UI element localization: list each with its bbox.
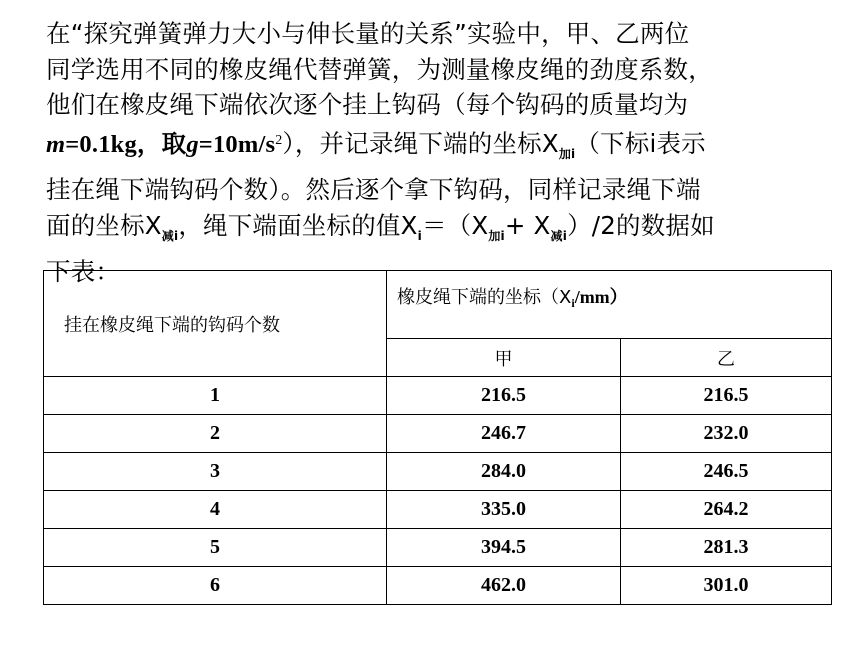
- cell-yi: 232.0: [621, 415, 832, 453]
- cell-jia: 394.5: [387, 529, 621, 567]
- exponent: 2: [275, 132, 283, 148]
- subscript-sub-2: 减i: [550, 228, 568, 243]
- cell-count: 4: [44, 491, 387, 529]
- header-coordinate-sub: i: [571, 296, 575, 310]
- text-line-6-a: 面的坐标X: [46, 210, 162, 240]
- cell-yi: 301.0: [621, 567, 832, 605]
- cell-yi: 264.2: [621, 491, 832, 529]
- text-line-6-b: ，绳下端面坐标的值X: [178, 210, 418, 240]
- table-row: [44, 529, 832, 567]
- table-row: [44, 491, 832, 529]
- cell-jia: 462.0: [387, 567, 621, 605]
- cell-jia: 246.7: [387, 415, 621, 453]
- cell-yi: 281.3: [621, 529, 832, 567]
- cell-jia: 284.0: [387, 453, 621, 491]
- text-line-1: 在“探究弹簧弹力大小与伸长量的关系”实验中，甲、乙两位: [46, 19, 690, 48]
- text-line-4-end: （下标i表示: [575, 128, 706, 158]
- mass-value: =0.1kg，取: [65, 130, 187, 158]
- table-header-row: [44, 271, 832, 339]
- gravity-value: =10m/s: [198, 130, 276, 158]
- mass-symbol: m: [46, 130, 66, 158]
- subscript-add-2: 加i: [488, 228, 505, 243]
- cell-jia: 216.5: [387, 377, 621, 415]
- subscript-add: 加i: [558, 146, 576, 161]
- text-line-6-c: ＝（X: [421, 210, 489, 240]
- text-line-6: [46, 208, 836, 255]
- cell-yi: 246.5: [621, 453, 832, 491]
- table-row: [44, 567, 832, 605]
- cell-jia: 335.0: [387, 491, 621, 529]
- cell-yi: 216.5: [621, 377, 832, 415]
- cell-count: 5: [44, 529, 387, 567]
- text-line-5: 挂在绳下端钩码个数）。然后逐个拿下钩码，同样记录绳下端: [46, 175, 701, 204]
- gravity-symbol: g: [186, 130, 199, 158]
- cell-count: 6: [44, 567, 387, 605]
- table-row: [44, 453, 832, 491]
- header-coordinate-b: /mm）: [574, 287, 628, 307]
- text-line-3: 他们在橡皮绳下端依次逐个挂上钩码（每个钩码的质量均为: [46, 90, 689, 119]
- text-line-6-d: + X: [504, 210, 551, 240]
- header-coordinate-a: 橡皮绳下端的坐标（X: [397, 287, 572, 308]
- subscript-i: i: [417, 228, 422, 243]
- problem-text: [46, 16, 836, 290]
- table-row: [44, 377, 832, 415]
- header-hook-count: 挂在橡皮绳下端的钩码个数: [44, 271, 387, 377]
- subscript-sub: 减i: [161, 228, 179, 243]
- header-coordinate: [387, 271, 832, 339]
- cell-count: 3: [44, 453, 387, 491]
- text-line-4-mid: ），并记录绳下端的坐标X: [282, 128, 559, 158]
- text-line-2: 同学选用不同的橡皮绳代替弹簧，为测量橡皮绳的劲度系数，: [46, 54, 713, 84]
- text-line-4: [46, 123, 836, 173]
- column-jia: 甲: [387, 339, 621, 377]
- text-line-6-e: ）/2的数据如: [567, 210, 715, 240]
- cell-count: 2: [44, 415, 387, 453]
- cell-count: 1: [44, 377, 387, 415]
- text-line-7: 下表：: [46, 257, 121, 286]
- column-yi: 乙: [621, 339, 832, 377]
- data-table: [43, 270, 832, 605]
- table-row: [44, 415, 832, 453]
